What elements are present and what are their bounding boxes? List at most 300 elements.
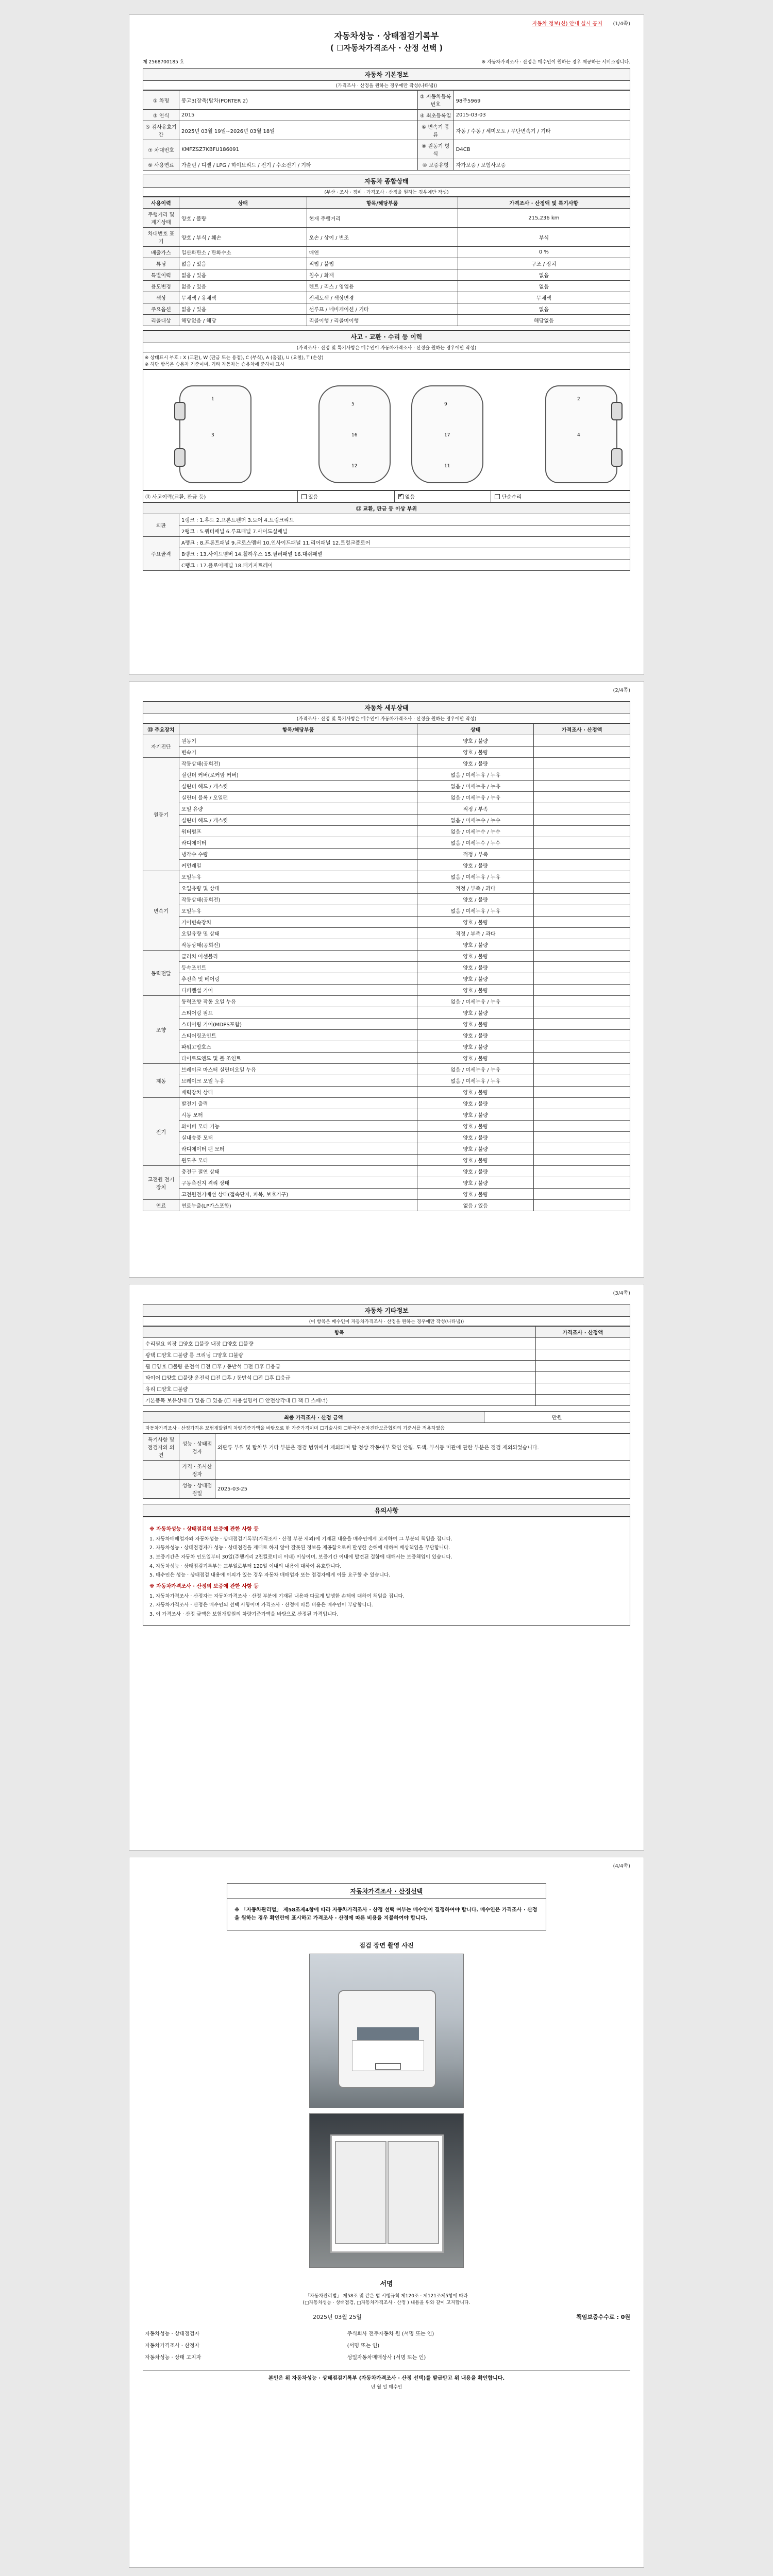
basic-value: 자동 / 수동 / 세미오토 / 무단변속기 / 기타 bbox=[453, 121, 630, 140]
signer-role: 자동차성능 · 상태 고지자 bbox=[145, 2355, 201, 2361]
detail-price bbox=[534, 1143, 630, 1155]
detail-row bbox=[143, 996, 630, 1007]
detail-item: 발전기 출력 bbox=[179, 1098, 417, 1109]
price-select-text: ※ 「자동차관리법」 제58조제4항에 따라 자동차가격조사 · 산정 선택 여부는 매수인이 결정하여야 합니다. 매수인은 가격조사 · 산정을 원하는 경우 확인란에 표시하고 가격조사 · 산정에 따른 비용을 지불하여야 합니다. bbox=[234, 1907, 537, 1921]
detail-item: 실린더 헤드 / 개스킷 bbox=[179, 781, 417, 792]
price-table bbox=[143, 1411, 630, 1433]
document-title: 자동차성능 · 상태점검기록부 bbox=[334, 31, 439, 41]
detail-item: 실린더 커버(로커암 커버) bbox=[179, 769, 417, 781]
detail-price bbox=[534, 803, 630, 815]
detail-price bbox=[534, 985, 630, 996]
detail-row bbox=[143, 985, 630, 996]
detail-item: 실린더 헤드 / 개스킷 bbox=[179, 815, 417, 826]
detail-status[interactable]: 양호 / 불량 bbox=[417, 1019, 534, 1030]
notice-box bbox=[143, 1517, 630, 1626]
basic-value: 2015-03-03 bbox=[453, 110, 630, 121]
price-heading: 최종 가격조사 · 산정 금액 bbox=[143, 1412, 484, 1423]
notice-item: 3. 보증기간은 자동차 인도일부터 30일(주행거리 2천킬로미터 이내) 이상이며, 보증기간 이내에 발견된 결함에 대해서는 보증책임이 있습니다. bbox=[149, 1554, 452, 1560]
detail-price bbox=[534, 815, 630, 826]
detail-price bbox=[534, 1019, 630, 1030]
page-1 bbox=[129, 14, 644, 675]
detail-price bbox=[534, 996, 630, 1007]
notice-link[interactable]: 자동차 정보(신) 안내 실시 공지 bbox=[532, 21, 602, 27]
detail-status[interactable]: 양호 / 불량 bbox=[417, 1132, 534, 1143]
state-row bbox=[143, 247, 630, 258]
detail-row bbox=[143, 837, 630, 849]
state-status[interactable]: 양호 / 부식 / 훼손 bbox=[179, 228, 307, 247]
basic-label: ③ 연식 bbox=[143, 110, 179, 121]
detail-status[interactable]: 양호 / 불량 bbox=[417, 1155, 534, 1166]
frame-rank-2: 2랭크 : 5.쿼터패널 6.루프패널 7.사이드실패널 bbox=[179, 526, 630, 537]
state-status[interactable]: 없음 / 있음 bbox=[179, 303, 307, 315]
detail-status[interactable]: 없음 / 미세누유 / 누유 bbox=[417, 1064, 534, 1075]
detail-row bbox=[143, 1121, 630, 1132]
detail-item: 실내송풍 모터 bbox=[179, 1132, 417, 1143]
extra-price bbox=[535, 1338, 630, 1349]
state-status[interactable]: 무채색 / 유채색 bbox=[179, 292, 307, 303]
signer-role: 자동차성능 · 상태점검자 bbox=[145, 2331, 200, 2337]
detail-item: 윈도우 모터 bbox=[179, 1155, 417, 1166]
detail-price bbox=[534, 849, 630, 860]
detail-status[interactable]: 양호 / 불량 bbox=[417, 1098, 534, 1109]
detail-status[interactable]: 없음 / 미세누수 / 누수 bbox=[417, 815, 534, 826]
detail-item: 작동상태(공회전) bbox=[179, 758, 417, 769]
basic-value: 2025년 03월 19일~2026년 03월 18일 bbox=[179, 121, 418, 140]
basic-label: ⑩ 보증유형 bbox=[417, 159, 453, 171]
detail-price bbox=[534, 1166, 630, 1177]
detail-item: 작동상태(공회전) bbox=[179, 894, 417, 905]
detail-price bbox=[534, 1109, 630, 1121]
state-status[interactable]: 없음 / 있음 bbox=[179, 281, 307, 292]
detail-item: 동력조향 작동 오일 누유 bbox=[179, 996, 417, 1007]
state-status[interactable]: 없음 / 있음 bbox=[179, 269, 307, 281]
extra-item[interactable]: 광택 ☐양호 ☐불량 룸 크리닝 ☐양호 ☐불량 bbox=[143, 1349, 536, 1361]
detail-status[interactable]: 양호 / 불량 bbox=[417, 951, 534, 962]
opinion-role: 성능 · 상태점검일 bbox=[179, 1480, 215, 1499]
detail-row bbox=[143, 860, 630, 871]
detail-price bbox=[534, 837, 630, 849]
opinion-row bbox=[143, 1480, 630, 1499]
notice-2-title: ※ 자동차가격조사 · 산정의 보증에 관한 사항 등 bbox=[149, 1584, 259, 1590]
frame-table: ⑫ 교환, 판금 등 이상 부위 외판 1랭크 : 1.후드 2.프론트펜더 3.도어 4.트렁크리드 2랭크 : 5.쿼터패널 6.루프패널 7.사이드실패널 주요골격 A랭크 : 8.프론트패널 9.크로스멤버 10.인사이드패널 11.리어패널 12.트렁크플로어 B랭크 : 13.사이드멤버 14.휠하우스 15.필러패널 16.대쉬패널 C랭크 : 17.플로어패널 18.패키지트레이 bbox=[143, 502, 630, 571]
detail-price bbox=[534, 962, 630, 973]
extra-item[interactable]: 기본품목 보유상태 ☐ 없음 ☐ 있음 (☐ 사용설명서 ☐ 안전삼각대 ☐ 잭 ☐ 스패너) bbox=[143, 1395, 536, 1406]
detail-price bbox=[534, 871, 630, 883]
detail-item: 타이로드엔드 및 볼 조인트 bbox=[179, 1053, 417, 1064]
detail-status[interactable]: 없음 / 미세누유 / 누유 bbox=[417, 769, 534, 781]
state-row bbox=[143, 258, 630, 269]
detail-price bbox=[534, 1007, 630, 1019]
page-2 bbox=[129, 681, 644, 1278]
state-value: 부식 bbox=[458, 228, 630, 247]
state-item: 적법 / 불법 bbox=[307, 258, 458, 269]
notice-item: 3. 이 가격조사 · 산정 금액은 보험개발원의 차량기준가액을 바탕으로 산정된 가격입니다. bbox=[149, 1612, 339, 1618]
detail-item: 파워고압호스 bbox=[179, 1041, 417, 1053]
detail-status[interactable]: 양호 / 불량 bbox=[417, 758, 534, 769]
detail-status[interactable]: 없음 / 미세누유 / 누유 bbox=[417, 781, 534, 792]
detail-price bbox=[534, 1189, 630, 1200]
state-value: 무채색 bbox=[458, 292, 630, 303]
extra-row bbox=[143, 1383, 630, 1395]
state-value: 없음 bbox=[458, 281, 630, 292]
detail-price bbox=[534, 939, 630, 951]
basic-row bbox=[143, 121, 630, 140]
detail-row bbox=[143, 1087, 630, 1098]
detail-item: 워터펌프 bbox=[179, 826, 417, 837]
state-col-header: 가격조사 · 산정액 및 특기사항 bbox=[458, 197, 630, 209]
basic-label: ② 자동차등록번호 bbox=[417, 91, 453, 110]
car-diagram bbox=[143, 369, 630, 490]
extra-item[interactable]: 유리 ☐양호 ☐불량 bbox=[143, 1383, 536, 1395]
state-row bbox=[143, 209, 630, 228]
state-label: 주행거리 및 계기상태 bbox=[143, 209, 179, 228]
detail-table bbox=[143, 723, 630, 1211]
detail-status[interactable]: 양호 / 불량 bbox=[417, 747, 534, 758]
detail-col-header: ⑬ 주요장치 bbox=[143, 724, 179, 735]
simple-repair[interactable]: 단순수리 bbox=[491, 491, 630, 502]
detail-status[interactable]: 적정 / 부족 bbox=[417, 803, 534, 815]
detail-status[interactable]: 양호 / 불량 bbox=[417, 735, 534, 747]
detail-item: 고전원전기배선 상태(접속단자, 피복, 보호기구) bbox=[179, 1189, 417, 1200]
basic-label: ⑤ 검사유효기간 bbox=[143, 121, 179, 140]
sign-heading: 서명 bbox=[380, 2280, 393, 2288]
notice-item: 1. 자동차가격조사 · 산정자는 자동차가격조사 · 산정 부분에 기재된 내용과 다르게 발생한 손해에 대하여 책임을 집니다. bbox=[149, 1593, 405, 1599]
detail-row bbox=[143, 951, 630, 962]
detail-item: 스티어링 펌프 bbox=[179, 1007, 417, 1019]
accident-yes[interactable]: 있음 bbox=[298, 491, 395, 502]
detail-status[interactable]: 없음 / 미세누유 / 누유 bbox=[417, 1075, 534, 1087]
detail-status[interactable]: 양호 / 불량 bbox=[417, 973, 534, 985]
state-row bbox=[143, 292, 630, 303]
detail-group: 자기진단 bbox=[143, 735, 179, 758]
basic-label: ⑨ 사용연료 bbox=[143, 159, 179, 171]
detail-row bbox=[143, 883, 630, 894]
extra-row bbox=[143, 1361, 630, 1372]
detail-item: 충전구 절연 상태 bbox=[179, 1166, 417, 1177]
detail-status[interactable]: 적정 / 부족 / 과다 bbox=[417, 883, 534, 894]
accident-heading: 사고 · 교환 · 수리 등 이력 bbox=[143, 330, 630, 343]
detail-item: 브레이크 오일 누유 bbox=[179, 1075, 417, 1087]
detail-status[interactable]: 양호 / 불량 bbox=[417, 1143, 534, 1155]
detail-status[interactable]: 없음 / 미세누유 / 누유 bbox=[417, 905, 534, 917]
detail-row bbox=[143, 735, 630, 747]
state-label: 색상 bbox=[143, 292, 179, 303]
detail-item: 기어변속장치 bbox=[179, 917, 417, 928]
detail-status[interactable]: 양호 / 불량 bbox=[417, 1177, 534, 1189]
detail-price bbox=[534, 735, 630, 747]
signer-table bbox=[143, 2327, 630, 2363]
state-item: 리콜이행 / 리콜미이행 bbox=[307, 315, 458, 326]
detail-price bbox=[534, 1132, 630, 1143]
doc-note: ※ 자동차가격조사 · 산정은 매수인이 원하는 경우 제공하는 서비스임니다. bbox=[481, 60, 630, 65]
opinion-table bbox=[143, 1433, 630, 1499]
state-status[interactable]: 없음 / 있음 bbox=[179, 258, 307, 269]
state-item: 침수 / 화재 bbox=[307, 269, 458, 281]
detail-row bbox=[143, 928, 630, 939]
detail-status[interactable]: 양호 / 불량 bbox=[417, 1041, 534, 1053]
detail-status[interactable]: 양호 / 불량 bbox=[417, 1053, 534, 1064]
state-label: 특별이력 bbox=[143, 269, 179, 281]
detail-status[interactable]: 없음 / 미세누수 / 누수 bbox=[417, 837, 534, 849]
detail-item: 라디에이터 팬 모터 bbox=[179, 1143, 417, 1155]
detail-row bbox=[143, 792, 630, 803]
car-side-left: 1 3 bbox=[179, 385, 251, 483]
page-number: (2/4쪽) bbox=[613, 688, 630, 693]
detail-row bbox=[143, 962, 630, 973]
state-label: 용도변경 bbox=[143, 281, 179, 292]
state-item: 현재 주행거리 bbox=[307, 209, 458, 228]
detail-row bbox=[143, 1075, 630, 1087]
signer-role: 자동차가격조사 · 산정자 bbox=[145, 2343, 200, 2349]
extra-row bbox=[143, 1372, 630, 1383]
detail-item: 등속조인트 bbox=[179, 962, 417, 973]
extra-table bbox=[143, 1326, 630, 1406]
frame-rank-1: 1랭크 : 1.후드 2.프론트펜더 3.도어 4.트렁크리드 bbox=[179, 514, 630, 526]
detail-status[interactable]: 양호 / 불량 bbox=[417, 1109, 534, 1121]
basic-value: 98주5969 bbox=[453, 91, 630, 110]
extra-row bbox=[143, 1338, 630, 1349]
extra-item[interactable]: 수리필요 외장 ☐양호 ☐불량 내장 ☐양호 ☐불량 bbox=[143, 1338, 536, 1349]
detail-item: 원동기 bbox=[179, 735, 417, 747]
detail-status[interactable]: 양호 / 불량 bbox=[417, 894, 534, 905]
detail-status[interactable]: 적정 / 부족 bbox=[417, 849, 534, 860]
detail-price bbox=[534, 1075, 630, 1087]
detail-row bbox=[143, 803, 630, 815]
accident-legend bbox=[143, 352, 630, 369]
state-value: 없음 bbox=[458, 269, 630, 281]
detail-status[interactable]: 양호 / 불량 bbox=[417, 917, 534, 928]
detail-col-header: 상태 bbox=[417, 724, 534, 735]
basic-label: ⑥ 변속기 종류 bbox=[417, 121, 453, 140]
detail-price bbox=[534, 1155, 630, 1166]
detail-price bbox=[534, 1030, 630, 1041]
photo-heading: 점검 장면 촬영 사진 bbox=[359, 1942, 414, 1949]
detail-item: 오일 유량 bbox=[179, 803, 417, 815]
detail-group: 변속기 bbox=[143, 871, 179, 951]
state-value: 0 % bbox=[458, 247, 630, 258]
detail-item: 라디에이터 bbox=[179, 837, 417, 849]
detail-status[interactable]: 양호 / 불량 bbox=[417, 1030, 534, 1041]
notice-1-title: ※ 자동차성능 · 상태점검의 보증에 관한 사항 등 bbox=[149, 1527, 259, 1532]
detail-item: 오일유량 및 상태 bbox=[179, 883, 417, 894]
detail-item: 커먼레일 bbox=[179, 860, 417, 871]
detail-status[interactable]: 적정 / 부족 / 과다 bbox=[417, 928, 534, 939]
detail-item: 시동 모터 bbox=[179, 1109, 417, 1121]
basic-value: 가솔린 / 디젤 / LPG / 하이브리드 / 전기 / 수소전기 / 기타 bbox=[179, 159, 418, 171]
detail-row bbox=[143, 1155, 630, 1166]
signer-sign[interactable]: 주식회사 전주자동차 원 (서명 또는 인) bbox=[347, 2331, 434, 2337]
sign-date: 2025년 03월 25일 bbox=[313, 2314, 362, 2320]
extra-note: (이 항목은 매수인이 자동차가격조사 · 산정을 원하는 경우에만 작성(나타냄)) bbox=[143, 1317, 630, 1326]
state-status[interactable]: 양호 / 불량 bbox=[179, 209, 307, 228]
frame-heading: ⑫ 교환, 판금 등 이상 부위 bbox=[143, 503, 630, 514]
state-item: 선루프 / 네비게이션 / 기타 bbox=[307, 303, 458, 315]
detail-item: 오일유량 및 상태 bbox=[179, 928, 417, 939]
signer-name bbox=[332, 2327, 345, 2339]
opinion-label bbox=[143, 1461, 179, 1480]
opinion-row bbox=[143, 1434, 630, 1461]
opinion-label: 특기사항 및 점검자의 의견 bbox=[143, 1434, 179, 1461]
signer-sign[interactable]: (서명 또는 인) bbox=[347, 2343, 380, 2349]
opinion-role: 가격 · 조사산정자 bbox=[179, 1461, 215, 1480]
detail-row bbox=[143, 758, 630, 769]
basic-info-table bbox=[143, 90, 630, 171]
basic-row bbox=[143, 91, 630, 110]
opinion-text: 외판류 부위 및 탑차부 기타 부분은 점검 범위에서 제외되며 탑 정상 작동여부 확인 안됨. 도색, 부식등 미관에 관한 부분은 점검 제외되었습니다. bbox=[215, 1434, 630, 1461]
detail-item: 실린더 블록 / 오일팬 bbox=[179, 792, 417, 803]
detail-status[interactable]: 양호 / 불량 bbox=[417, 1121, 534, 1132]
price-select-heading: 자동차가격조사 · 산정선택 bbox=[227, 1884, 546, 1899]
detail-row bbox=[143, 905, 630, 917]
detail-status[interactable]: 양호 / 불량 bbox=[417, 1087, 534, 1098]
detail-status[interactable]: 없음 / 미세누유 / 누유 bbox=[417, 996, 534, 1007]
accident-no[interactable]: ✔ 없음 bbox=[394, 491, 491, 502]
detail-row bbox=[143, 894, 630, 905]
detail-status[interactable]: 양호 / 불량 bbox=[417, 939, 534, 951]
state-row bbox=[143, 315, 630, 326]
state-label: 리콜대상 bbox=[143, 315, 179, 326]
state-col-header: 상태 bbox=[179, 197, 307, 209]
detail-row bbox=[143, 1053, 630, 1064]
state-item: 전체도색 / 색상변경 bbox=[307, 292, 458, 303]
page-4 bbox=[129, 1857, 644, 2568]
detail-row bbox=[143, 769, 630, 781]
detail-group: 동력전달 bbox=[143, 951, 179, 996]
extra-item[interactable]: 휠 ☐양호 ☐불량 운전석 ☐전 ☐후 / 동반석 ☐전 ☐후 ☐응급 bbox=[143, 1361, 536, 1372]
detail-price bbox=[534, 826, 630, 837]
detail-item: 냉각수 수량 bbox=[179, 849, 417, 860]
extra-row bbox=[143, 1395, 630, 1406]
detail-row bbox=[143, 1098, 630, 1109]
detail-item: 구동축전지 격리 상태 bbox=[179, 1177, 417, 1189]
detail-price bbox=[534, 1064, 630, 1075]
detail-price bbox=[534, 1200, 630, 1211]
detail-item: 변속기 bbox=[179, 747, 417, 758]
detail-price bbox=[534, 769, 630, 781]
detail-status[interactable]: 없음 / 미세누수 / 누수 bbox=[417, 826, 534, 837]
sign-text-2: (□자동차성능 · 상태점검, □자동차가격조사 · 산정 ) 내용을 위와 같이 고지합니다. bbox=[303, 2300, 470, 2306]
doc-meta bbox=[143, 58, 630, 65]
detail-price bbox=[534, 894, 630, 905]
detail-item: 디퍼렌셜 기어 bbox=[179, 985, 417, 996]
document-subtitle: ( ☐자동차가격조사 · 산정 선택 ) bbox=[330, 43, 443, 53]
legend-line-2: ※ 하단 항목은 승용차 기준이며, 기타 자동차는 승용차에 준하여 표시 bbox=[145, 362, 284, 367]
detail-item: 스티어링조인트 bbox=[179, 1030, 417, 1041]
detail-row bbox=[143, 939, 630, 951]
extra-item[interactable]: 타이어 ☐양호 ☐불량 운전석 ☐전 ☐후 / 동반석 ☐전 ☐후 ☐응급 bbox=[143, 1372, 536, 1383]
frame-rank-c: C랭크 : 17.플로어패널 18.패키지트레이 bbox=[179, 560, 630, 571]
car-top-view: 5 16 12 bbox=[318, 385, 391, 483]
page-number: (4/4쪽) bbox=[613, 1863, 630, 1869]
price-note: 자동차가격조사 · 산정가격은 보험개발원의 차량기준가액을 바탕으로 한 가준가격이며 ☐기술사회 ☐한국자동차진단보증협회의 기준서를 적용하였음 bbox=[143, 1423, 630, 1433]
detail-status[interactable]: 양호 / 불량 bbox=[417, 1189, 534, 1200]
page-number: (3/4쪽) bbox=[613, 1291, 630, 1296]
sign-text: 「자동차관리법」 제58조 및 같은 법 시행규칙 제120조 · 제121조제5항에 따라 bbox=[305, 2294, 468, 2299]
detail-price bbox=[534, 792, 630, 803]
detail-price bbox=[534, 860, 630, 871]
extra-price bbox=[535, 1383, 630, 1395]
detail-price bbox=[534, 973, 630, 985]
detail-row bbox=[143, 781, 630, 792]
detail-price bbox=[534, 951, 630, 962]
basic-value: 2015 bbox=[179, 110, 418, 121]
extra-price bbox=[535, 1372, 630, 1383]
detail-row bbox=[143, 1132, 630, 1143]
state-value: 없음 bbox=[458, 303, 630, 315]
detail-status[interactable]: 양호 / 불량 bbox=[417, 962, 534, 973]
detail-row bbox=[143, 871, 630, 883]
detail-row bbox=[143, 1041, 630, 1053]
detail-row bbox=[143, 1019, 630, 1030]
detail-price bbox=[534, 905, 630, 917]
state-status[interactable]: 해당없음 / 해당 bbox=[179, 315, 307, 326]
accident-note: (가격조사 · 산정 및 특기사항은 매수인이 자동차가격조사 · 산정을 원하는 경우에만 작성) bbox=[143, 343, 630, 352]
detail-price bbox=[534, 1087, 630, 1098]
opinion-text: 2025-03-25 bbox=[215, 1480, 630, 1499]
detail-row bbox=[143, 1177, 630, 1189]
footer-date: 년 월 일 매수인 bbox=[371, 2385, 402, 2390]
extra-col-header: 항목 bbox=[143, 1327, 536, 1338]
state-item: 매연 bbox=[307, 247, 458, 258]
detail-item: 오일누유 bbox=[179, 905, 417, 917]
detail-item: 스티어링 기어(MDPS포함) bbox=[179, 1019, 417, 1030]
detail-row bbox=[143, 747, 630, 758]
detail-status[interactable]: 양호 / 불량 bbox=[417, 1007, 534, 1019]
notice-item: 4. 자동차성능 · 상태점검기록부는 교부일로부터 120일 이내의 내용에 대하여 유효합니다. bbox=[149, 1563, 342, 1569]
detail-status[interactable]: 없음 / 있음 bbox=[417, 1200, 534, 1211]
page-3 bbox=[129, 1284, 644, 1851]
detail-item: 배력장치 상태 bbox=[179, 1087, 417, 1098]
detail-status[interactable]: 양호 / 불량 bbox=[417, 1166, 534, 1177]
state-row bbox=[143, 269, 630, 281]
detail-status[interactable]: 없음 / 미세누유 / 누유 bbox=[417, 871, 534, 883]
detail-row bbox=[143, 1189, 630, 1200]
detail-price bbox=[534, 1098, 630, 1109]
detail-group: 원동기 bbox=[143, 758, 179, 871]
detail-row bbox=[143, 815, 630, 826]
signer-sign[interactable]: 성일자동차매매상사 (서명 또는 인) bbox=[347, 2355, 426, 2361]
basic-label: ⑦ 차대번호 bbox=[143, 140, 179, 159]
frame-rank-a: A랭크 : 8.프론트패널 9.크로스멤버 10.인사이드패널 11.리어패널 12.트렁크플로어 bbox=[179, 537, 630, 548]
detail-item: 오일누유 bbox=[179, 871, 417, 883]
detail-price bbox=[534, 747, 630, 758]
detail-status[interactable]: 없음 / 미세누유 / 누유 bbox=[417, 792, 534, 803]
detail-group: 전기 bbox=[143, 1098, 179, 1166]
detail-price bbox=[534, 1053, 630, 1064]
extra-row bbox=[143, 1349, 630, 1361]
accident-label: ⑪ 사고이력(교환, 판금 등) bbox=[143, 491, 298, 502]
detail-status[interactable]: 양호 / 불량 bbox=[417, 985, 534, 996]
state-value: 해당없음 bbox=[458, 315, 630, 326]
detail-row bbox=[143, 1030, 630, 1041]
state-label: 차대번호 표기 bbox=[143, 228, 179, 247]
basic-info-heading: 자동차 기본정보 bbox=[143, 68, 630, 81]
state-status[interactable]: 일산화탄소 / 탄화수소 bbox=[179, 247, 307, 258]
state-label: 튜닝 bbox=[143, 258, 179, 269]
detail-price bbox=[534, 1121, 630, 1132]
detail-price bbox=[534, 1041, 630, 1053]
detail-group: 조향 bbox=[143, 996, 179, 1064]
basic-info-note: (가격조사 · 산정을 원하는 경우에만 작성(나타냄)) bbox=[143, 81, 630, 90]
warranty-fee: 책임보증수수료 : 0원 bbox=[576, 2314, 630, 2320]
state-row bbox=[143, 228, 630, 247]
page-number: (1/4쪽) bbox=[613, 21, 630, 27]
notice-item: 2. 자동차가격조사 · 산정은 매수인의 선택 사항이며 가격조사 · 산정에 따른 비용은 매수인이 부담합니다. bbox=[149, 1602, 373, 1608]
detail-status[interactable]: 양호 / 불량 bbox=[417, 860, 534, 871]
basic-row bbox=[143, 140, 630, 159]
opinion-role: 성능 · 상태점검자 bbox=[179, 1434, 215, 1461]
state-row bbox=[143, 281, 630, 292]
